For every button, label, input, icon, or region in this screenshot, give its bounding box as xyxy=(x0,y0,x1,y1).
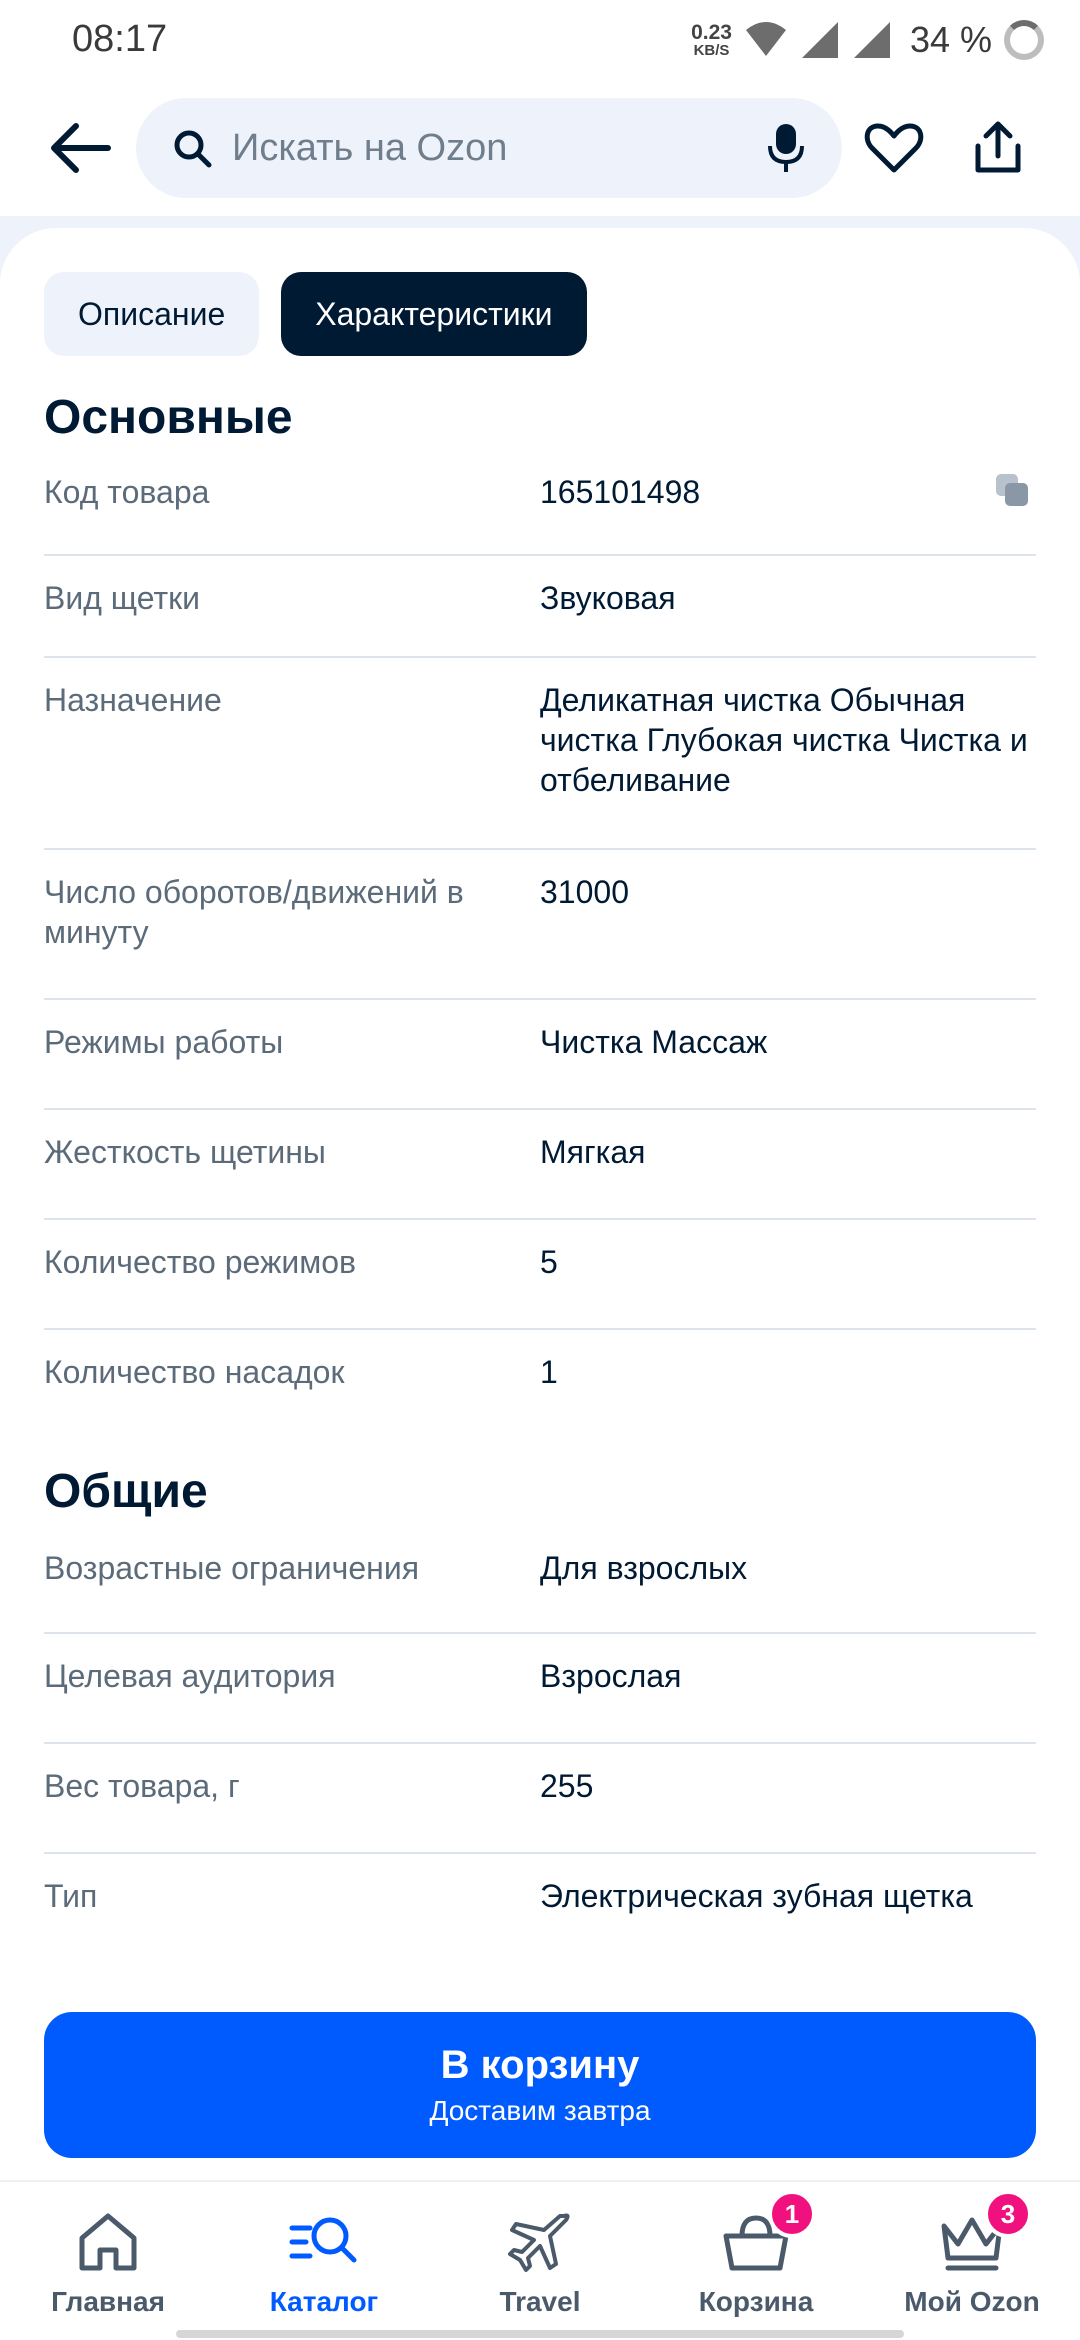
search-icon xyxy=(172,128,212,168)
characteristics-card xyxy=(0,228,1080,2188)
network-speed xyxy=(691,22,732,58)
crown-icon xyxy=(936,2198,1016,2278)
catalog-search-icon xyxy=(288,2206,360,2278)
spec-row xyxy=(44,1746,1036,1854)
airplane-icon xyxy=(504,2206,576,2278)
heart-icon xyxy=(862,116,926,180)
spec-row xyxy=(44,558,1036,658)
back-button[interactable] xyxy=(40,108,120,188)
spec-label: Число оборотов/движений в минуту xyxy=(44,874,464,950)
network-speed-value: 0.23 xyxy=(691,21,732,44)
nav-label: Каталог xyxy=(269,2286,379,2317)
nav-item-travel[interactable] xyxy=(432,2182,648,2332)
copy-icon[interactable] xyxy=(994,472,1030,508)
cell-signal-icon-2 xyxy=(852,20,892,60)
spec-row xyxy=(44,1332,1036,1432)
status-time: 08:17 xyxy=(72,18,168,60)
profile-badge: 3 xyxy=(984,2190,1032,2238)
spec-value: Взрослая xyxy=(540,1658,682,1694)
spec-label: Назначение xyxy=(44,682,222,718)
spec-value: 1 xyxy=(540,1354,558,1390)
spec-value: 31000 xyxy=(540,874,629,910)
spec-label: Тип xyxy=(44,1878,98,1914)
spec-value: Звуковая xyxy=(540,580,676,616)
spec-value: Чистка Массаж xyxy=(540,1024,768,1060)
back-arrow-icon xyxy=(48,120,112,176)
home-icon xyxy=(72,2206,144,2278)
nav-label: Мой Ozon xyxy=(904,2286,1040,2317)
add-to-cart-label: В корзину xyxy=(440,2043,640,2087)
spec-row xyxy=(44,472,1036,556)
microphone-icon[interactable] xyxy=(766,122,806,174)
battery-percent: 34 % xyxy=(909,19,992,60)
cell-signal-icon xyxy=(800,20,840,60)
spec-row xyxy=(44,1112,1036,1220)
spec-value: Деликатная чистка Обычная чистка Глубокая чистка Чистка и отбеливание xyxy=(540,682,1028,798)
nav-item-my-ozon[interactable] xyxy=(864,2182,1080,2332)
bottom-navigation xyxy=(0,2180,1080,2340)
search-bar[interactable] xyxy=(136,98,842,198)
tab-description[interactable]: Описание xyxy=(44,272,259,356)
delivery-label: Доставим завтра xyxy=(429,2095,651,2126)
spec-value: 165101498 xyxy=(540,474,701,510)
spec-value: 5 xyxy=(540,1244,558,1280)
nav-item-catalog[interactable] xyxy=(216,2182,432,2332)
spec-label: Жесткость щетины xyxy=(44,1134,326,1170)
wifi-icon xyxy=(744,20,788,60)
tabs xyxy=(44,272,587,356)
spec-row xyxy=(44,660,1036,850)
nav-item-home[interactable] xyxy=(0,2182,216,2332)
tab-characteristics[interactable]: Характеристики xyxy=(281,272,586,356)
spec-row xyxy=(44,1548,1036,1634)
nav-label: Корзина xyxy=(698,2286,814,2317)
status-bar xyxy=(0,0,1080,80)
share-icon xyxy=(966,116,1030,180)
nav-item-cart[interactable] xyxy=(648,2182,864,2332)
section-title-general: Общие xyxy=(44,1465,208,1518)
spec-value: 255 xyxy=(540,1768,594,1804)
spec-row xyxy=(44,1856,1036,1956)
nav-label: Главная xyxy=(51,2286,165,2317)
section-title-main: Основные xyxy=(44,391,293,444)
spec-value: Для взрослых xyxy=(540,1550,748,1586)
status-icons xyxy=(691,16,1044,64)
spec-label: Вес товара, г xyxy=(44,1768,240,1804)
spec-value: Мягкая xyxy=(540,1134,646,1170)
top-app-bar xyxy=(0,80,1080,216)
search-input[interactable] xyxy=(232,98,732,198)
favorite-button[interactable] xyxy=(862,116,926,180)
spec-label: Возрастные ограничения xyxy=(44,1550,420,1586)
share-button[interactable] xyxy=(966,116,1030,180)
spec-label: Целевая аудитория xyxy=(44,1658,336,1694)
basket-icon xyxy=(720,2198,800,2278)
spec-label: Количество режимов xyxy=(44,1244,357,1280)
spec-label: Количество насадок xyxy=(44,1354,345,1390)
spec-row xyxy=(44,1002,1036,1110)
spec-value: Электрическая зубная щетка xyxy=(540,1878,973,1914)
spec-row xyxy=(44,1636,1036,1744)
add-to-cart-button[interactable] xyxy=(44,2012,1036,2158)
battery-icon xyxy=(1004,20,1044,60)
spec-label: Режимы работы xyxy=(44,1024,284,1060)
spec-row xyxy=(44,1222,1036,1330)
spec-label: Код товара xyxy=(44,474,210,510)
spec-row xyxy=(44,852,1036,1000)
home-indicator[interactable] xyxy=(176,2330,904,2338)
cart-badge: 1 xyxy=(768,2190,816,2238)
nav-label: Travel xyxy=(499,2286,581,2317)
network-speed-unit: KB/S xyxy=(693,42,730,59)
spec-label: Вид щетки xyxy=(44,580,201,616)
